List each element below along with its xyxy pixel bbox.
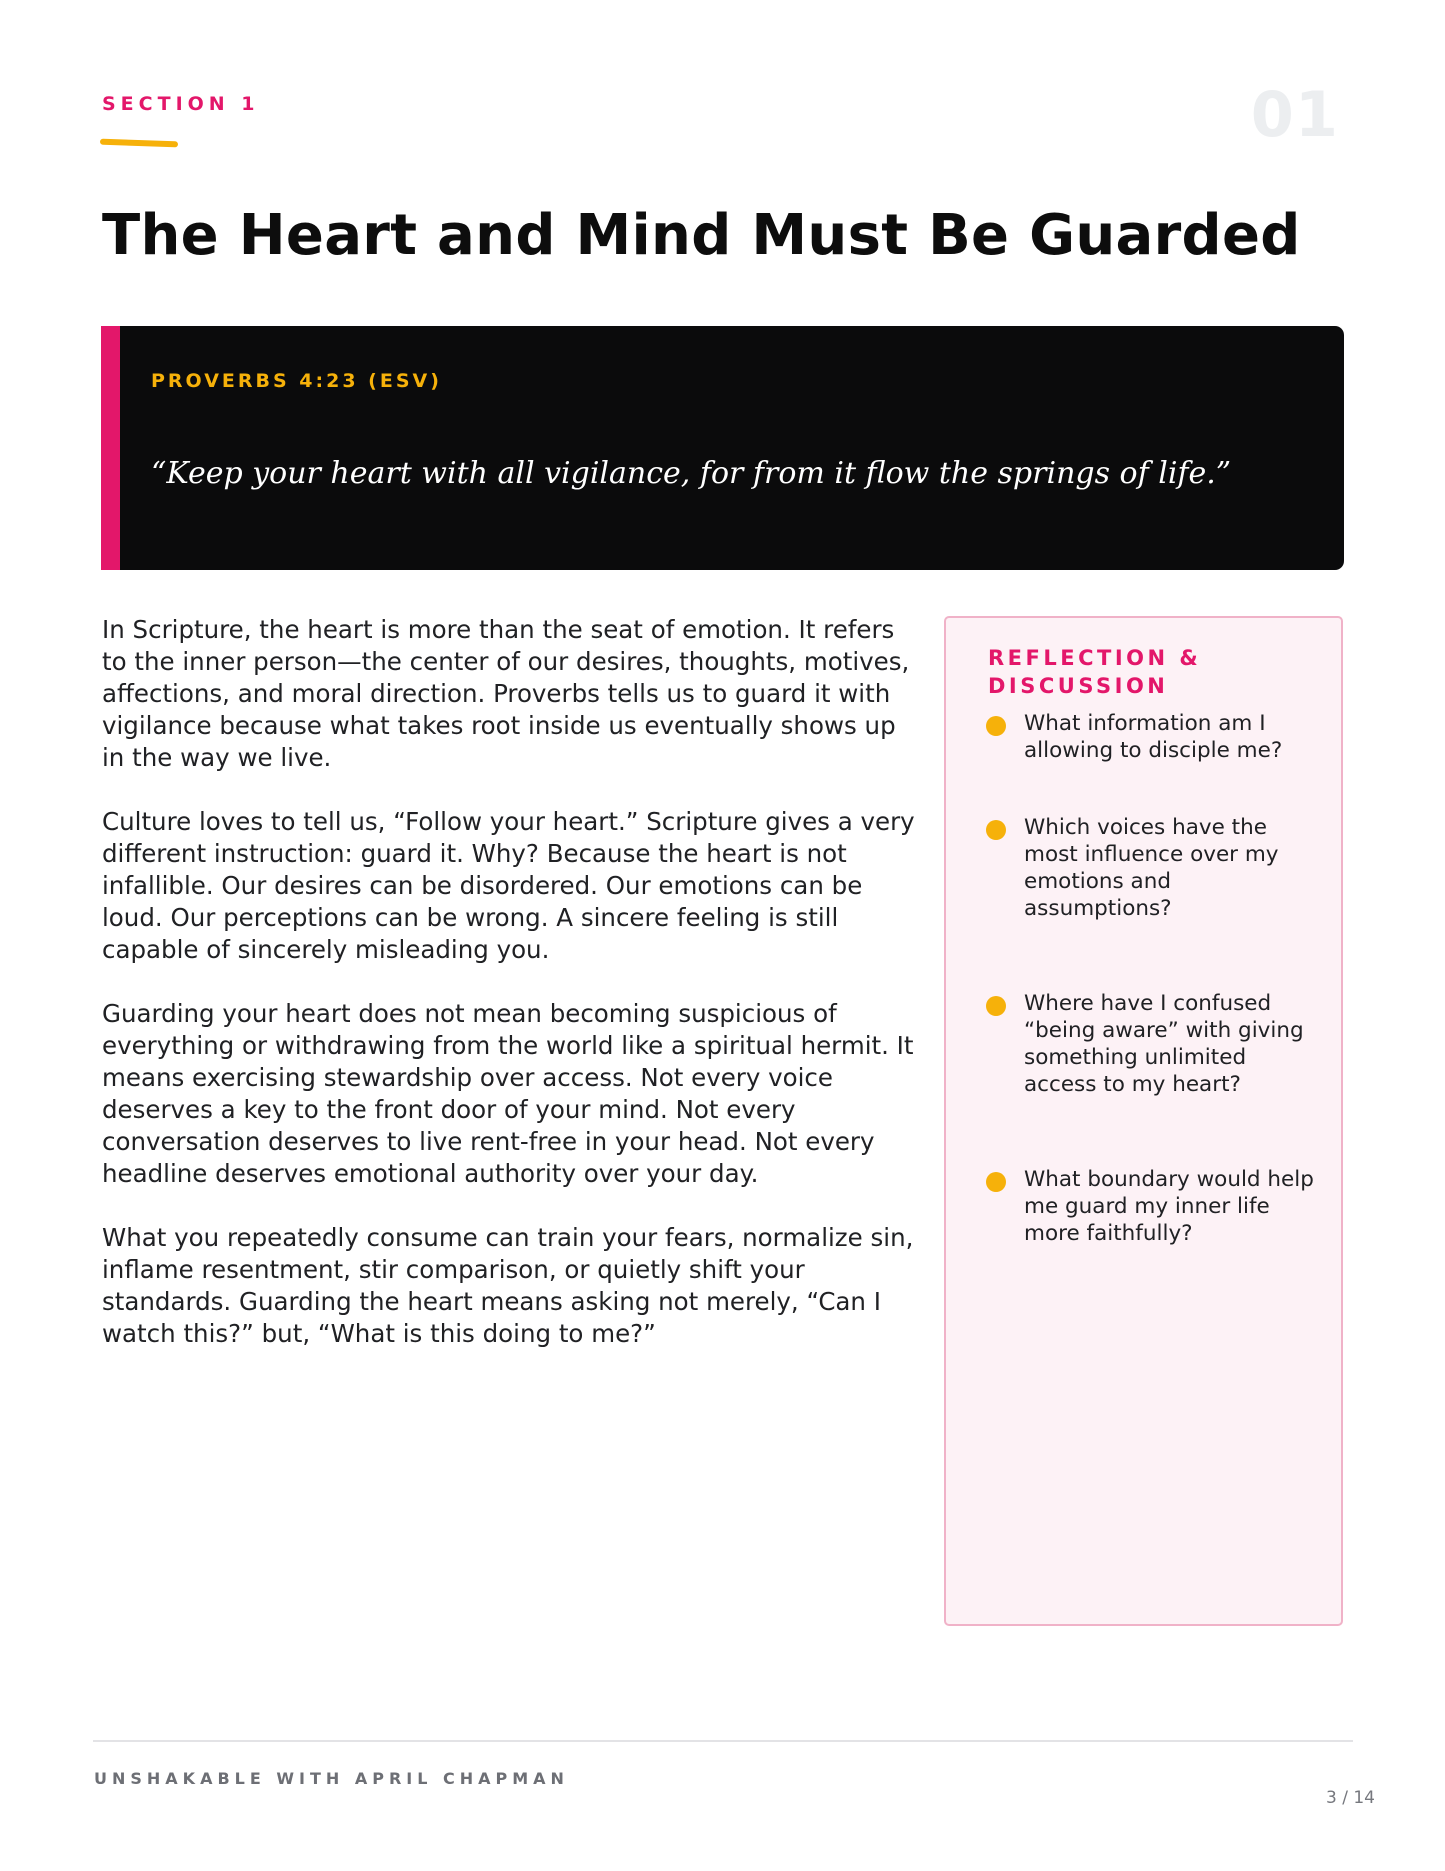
reflection-question-text: What boundary would help me guard my inner life more faithfully? xyxy=(1024,1167,1314,1246)
scripture-quote: “Keep your heart with all vigilance, for from it flow the springs of life.” xyxy=(151,456,1232,491)
scripture-reference: PROVERBS 4:23 (ESV) xyxy=(151,370,442,392)
scripture-accent-bar xyxy=(101,326,120,570)
bullet-dot-icon xyxy=(986,820,1006,840)
section-number: 01 xyxy=(1250,78,1339,151)
reflection-panel xyxy=(944,616,1343,1626)
reflection-question-text: Which voices have the most influence over my emotions and assumptions? xyxy=(1024,815,1279,921)
reflection-question-text: What information am I allowing to disciple me? xyxy=(1024,711,1283,763)
body-paragraph: Guarding your heart does not mean becoming suspicious of everything or withdrawing from the world like a spiritual hermit. It means exercising stewardship over access. Not every voice deserves a key to the front door of your mind. Not every conversation deserves to live rent-free in your head. Not every headline deserves emotional authority over your day. xyxy=(102,999,914,1188)
bullet-dot-icon xyxy=(986,716,1006,736)
footer-divider xyxy=(93,1740,1353,1742)
reflection-title: REFLECTION & DISCUSSION xyxy=(988,646,1202,698)
bullet-dot-icon xyxy=(986,996,1006,1016)
footer-brand: UNSHAKABLE WITH APRIL CHAPMAN xyxy=(94,1769,569,1788)
section-underline xyxy=(100,139,178,148)
scripture-callout xyxy=(101,326,1344,570)
reflection-question-text: Where have I confused “being aware” with giving something unlimited access to my heart? xyxy=(1024,991,1304,1097)
body-paragraph: Culture loves to tell us, “Follow your heart.” Scripture gives a very different instruction: guard it. Why? Because the heart is not infallible. Our desires can be disordered. Our emotions can be loud. Our perceptions can be wrong. A sincere feeling is still capable of sincerely misleading you. xyxy=(102,807,915,964)
bullet-dot-icon xyxy=(986,1172,1006,1192)
page-number: 3 / 14 xyxy=(1326,1788,1375,1808)
body-paragraph: In Scripture, the heart is more than the seat of emotion. It refers to the inner person—the center of our desires, thoughts, motives, affections, and moral direction. Proverbs tells us to guard it with vigilance because what takes root inside us eventually shows up in the way we live. xyxy=(102,615,910,772)
section-label: SECTION 1 xyxy=(102,93,260,115)
page-title: The Heart and Mind Must Be Guarded xyxy=(102,203,1301,268)
body-text xyxy=(102,614,922,1382)
body-paragraph: What you repeatedly consume can train your fears, normalize sin, inflame resentment, stir comparison, or quietly shift your standards. Guarding the heart means asking not merely, “Can I watch this?” but, “What is this doing to me?” xyxy=(102,1223,914,1348)
